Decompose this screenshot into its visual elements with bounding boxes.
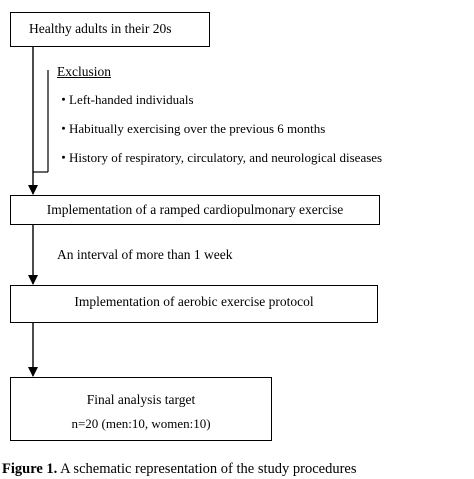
- exclusion-item: [57, 118, 382, 137]
- final-analysis-box: [10, 377, 272, 441]
- ramped-exercise-label: Implementation of a ramped cardiopulmonary exercise: [46, 201, 344, 217]
- bullet-icon: ・: [57, 92, 71, 107]
- ramped-exercise-box: [10, 195, 380, 225]
- aerobic-protocol-box: [10, 285, 378, 323]
- figure-caption: [2, 461, 356, 478]
- exclusion-item-label: Habitually exercising over the previous 6 months: [69, 121, 326, 136]
- exclusion-title: Exclusion: [57, 64, 111, 79]
- exclusion-block: [57, 64, 382, 176]
- start-box-label: Healthy adults in their 20s: [29, 21, 172, 36]
- exclusion-item-label: Left-handed individuals: [69, 92, 194, 107]
- final-analysis-title: Final analysis target: [86, 392, 196, 407]
- bullet-icon: ・: [57, 121, 71, 136]
- bullet-icon: ・: [57, 150, 71, 165]
- final-analysis-count: n=20 (men:10, women:10): [71, 416, 211, 432]
- exclusion-item: [57, 147, 382, 166]
- aerobic-protocol-label: Implementation of aerobic exercise protocol: [74, 293, 314, 309]
- exclusion-item-label: History of respiratory, circulatory, and neurological diseases: [69, 150, 383, 165]
- start-box: [10, 12, 210, 47]
- figure-caption-label: Figure 1.: [2, 461, 58, 477]
- interval-note: An interval of more than 1 week: [57, 247, 233, 262]
- exclusion-item: [57, 89, 382, 108]
- figure-caption-text: A schematic representation of the study procedures: [57, 461, 357, 477]
